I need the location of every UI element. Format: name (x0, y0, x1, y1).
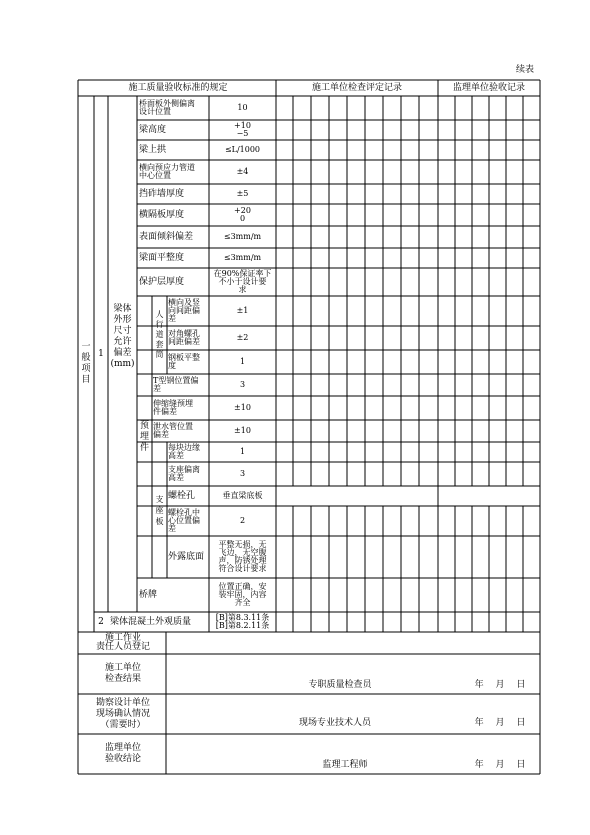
sub-row-value: ±1 (236, 306, 249, 315)
sub-row-name: 螺栓孔中 心位置偏 差 (168, 508, 200, 533)
row-name: 挡砟墙厚度 (139, 188, 185, 199)
row-name: 保护层厚度 (139, 276, 185, 287)
signoff-label: 勘察设计单位 现场确认情况 （需要时） (95, 697, 150, 730)
item-number-1: 1 (98, 348, 104, 359)
signoff-role: 监理工程师 (322, 759, 368, 770)
header-supervision: 监理单位验收记录 (452, 82, 525, 93)
manhole-sleeve-label: 人 行 道 套 筒 (155, 310, 164, 359)
sub-row-value: 1 (239, 357, 246, 366)
row-name: 梁高度 (139, 124, 167, 135)
nameplate-name: 桥牌 (139, 589, 158, 600)
sub-row-value: 2 (239, 516, 246, 525)
row-name: 横隔板厚度 (139, 209, 185, 220)
sub-row-value: 平整无损，无 飞边，无空腹 声，防锈处理 符合设计要求 (218, 540, 267, 573)
row-value: 10 (237, 103, 248, 112)
sub-row-name: 钢板平整 度 (168, 353, 200, 370)
signoff-label: 监理单位 验收结论 (104, 743, 141, 764)
row-value: ≤L/1000 (224, 145, 261, 154)
row-value: +10 −5 (234, 121, 251, 138)
sub-row-name: 每块边缘 高差 (168, 443, 200, 460)
signoff-date: 年 月 日 (474, 759, 526, 770)
sub-row-name: 外露底面 (168, 551, 205, 562)
appearance-name: 梁体混凝土外观质量 (110, 616, 192, 627)
nameplate-value: 位置正确，安 装牢固，内容 齐全 (218, 582, 267, 607)
row-value: ≤3mm/m (223, 253, 262, 262)
row-name: 桥面板外侧偏离 设计位置 (139, 99, 195, 116)
sub-row-name: 螺栓孔 (168, 490, 196, 501)
sub-row-value: ±10 (234, 426, 251, 435)
sub-row-name: T型钢位置偏 差 (153, 376, 199, 393)
appearance-value: [B]第8.3.11条 [B]第8.2.11条 (215, 613, 270, 630)
sub-row-value: 垂直梁底板 (222, 491, 263, 500)
row-value: 在90%保证率下 不小于设计要 求 (213, 269, 272, 294)
row-name: 梁面平整度 (139, 252, 185, 263)
header-standard: 施工质量验收标准的规定 (128, 82, 228, 93)
header-construction: 施工单位检查评定记录 (311, 82, 402, 93)
general-items-label: 一 般 项 目 (81, 342, 91, 385)
row-value: ±4 (236, 167, 249, 176)
sub-row-name: 泄水管位置 偏差 (153, 422, 193, 439)
sub-row-value: 1 (239, 447, 246, 456)
row-name: 梁上拱 (139, 144, 167, 155)
sub-row-name: 伸缩缝预埋 件偏差 (153, 399, 193, 416)
row-value: ≤3mm/m (223, 232, 262, 241)
sub-row-name: 横向及竖 向间距偏 差 (168, 298, 200, 323)
row-name: 表面倾斜偏差 (139, 231, 194, 242)
sub-row-name: 对角螺孔 间距偏差 (168, 329, 200, 346)
sub-row-value: 3 (239, 380, 246, 389)
signoff-role: 现场专业技术人员 (298, 717, 371, 728)
item-number-2: 2 (98, 616, 104, 627)
signoff-date: 年 月 日 (474, 717, 526, 728)
row-value: +20 0 (234, 206, 251, 223)
sub-row-value: 3 (239, 469, 246, 478)
signoff-label: 施工单位 检查结果 (104, 663, 141, 684)
continued-label: 续表 (515, 64, 534, 75)
dimension-tolerance-label: 梁体 外形 尺寸 允许 偏差 (mm) (110, 304, 135, 369)
bearing-plate-label: 支 座 板 (155, 494, 164, 526)
row-value: ±5 (236, 189, 249, 198)
signoff-role: 专职质量检查员 (308, 679, 372, 690)
signoff-label: 施工作业 责任人员登记 (95, 633, 150, 652)
sub-row-value: ±10 (234, 403, 251, 412)
row-name: 横向预应力管道 中心位置 (139, 163, 195, 180)
sub-row-value: ±2 (236, 333, 249, 342)
signoff-date: 年 月 日 (474, 679, 526, 690)
sub-row-name: 支座偏离 高差 (168, 465, 200, 482)
embedded-parts-label: 预 埋 件 (139, 420, 149, 453)
